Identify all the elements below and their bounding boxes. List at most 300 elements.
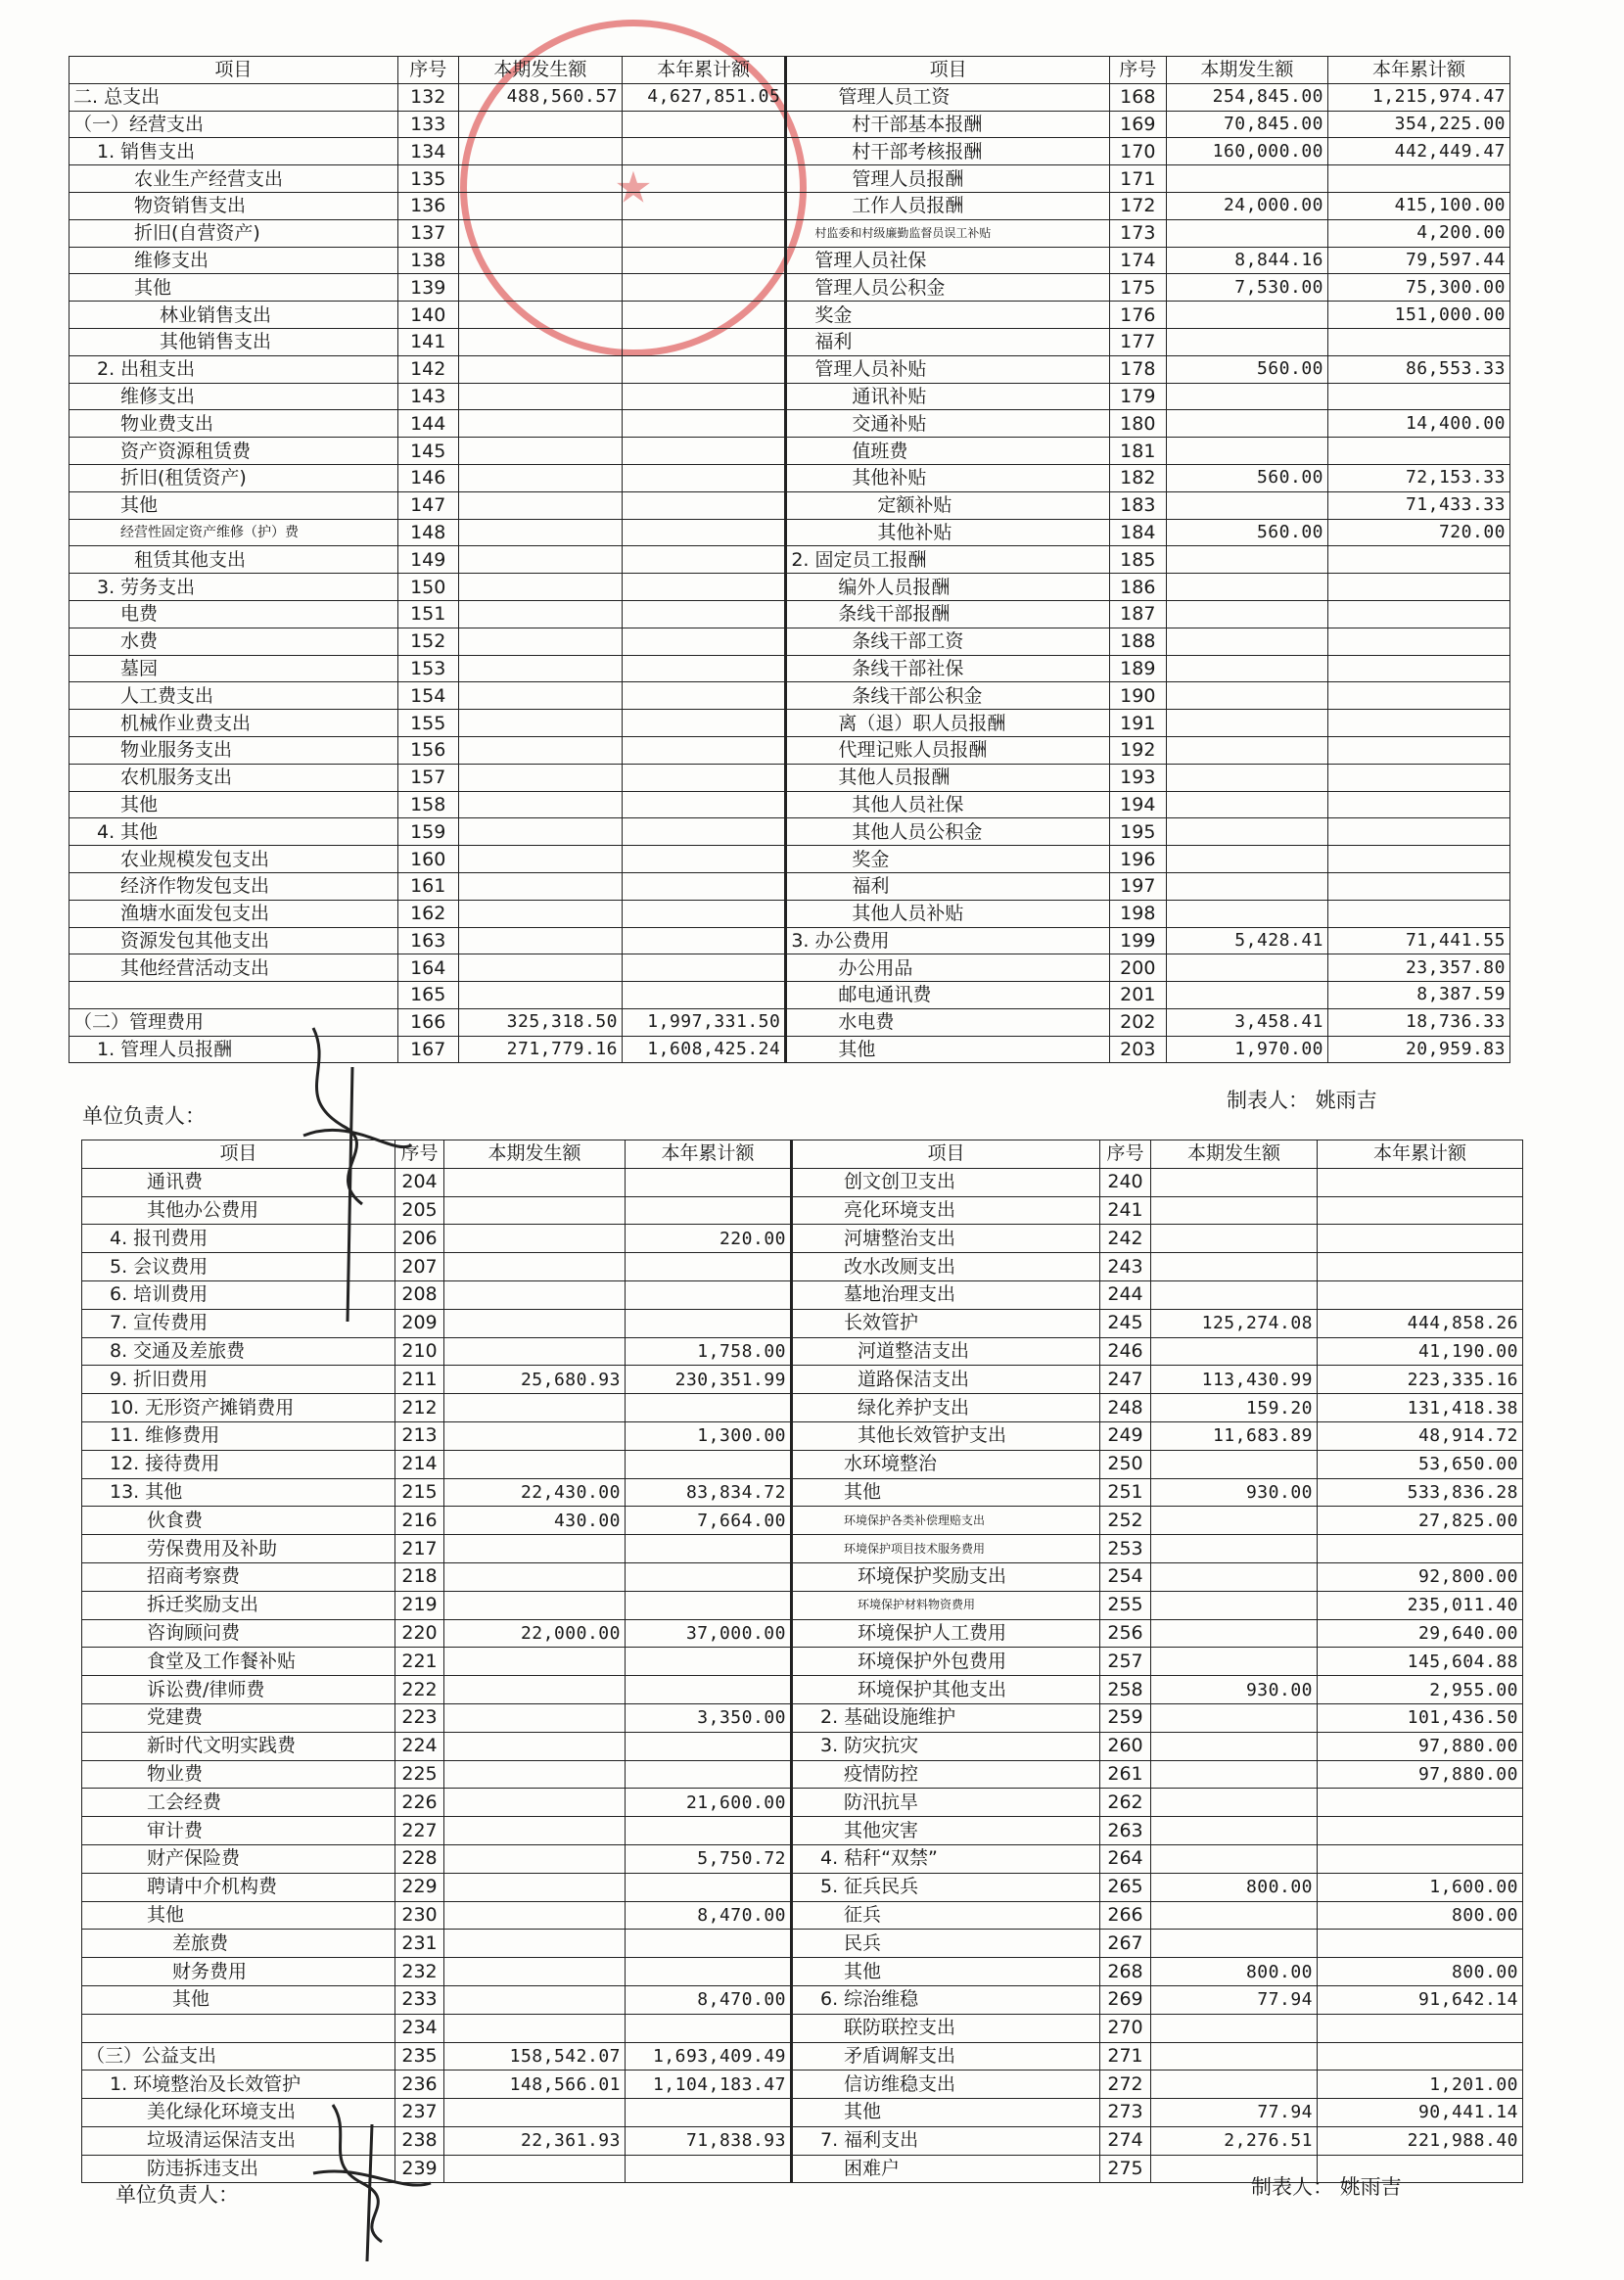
cell-name: 1. 销售支出 (70, 138, 398, 165)
table-row (70, 410, 1510, 438)
cell-seq: 142 (397, 355, 458, 383)
cell-seq: 185 (1109, 546, 1166, 574)
cell-name: 其他 (792, 1478, 1100, 1507)
cell-name: 其他经营活动支出 (70, 954, 398, 982)
table-row (82, 1732, 1523, 1760)
table-row (82, 1225, 1523, 1253)
cell-name: 5. 征兵民兵 (792, 1873, 1100, 1901)
cell-name: 环境保护奖励支出 (792, 1562, 1100, 1591)
cell-seq: 258 (1100, 1676, 1151, 1704)
cell-ytd: 223,335.16 (1318, 1366, 1523, 1394)
cell-ytd (626, 1958, 792, 1986)
cell-name: 福利 (786, 872, 1110, 900)
table-row (82, 1253, 1523, 1281)
cell-period (1151, 1844, 1318, 1873)
cell-period: 1,970.00 (1166, 1036, 1327, 1063)
cell-period (458, 111, 622, 138)
cell-period (458, 383, 622, 410)
cell-ytd (623, 682, 786, 710)
table-body (70, 83, 1510, 1063)
table-row (70, 302, 1510, 329)
cell-period (1151, 1817, 1318, 1845)
cell-name: 招商考察费 (82, 1562, 395, 1591)
cell-ytd: 79,597.44 (1328, 247, 1510, 274)
cell-period (1166, 383, 1327, 410)
table-row (70, 546, 1510, 574)
cell-name: 管理人员公积金 (786, 274, 1110, 302)
cell-name: 人工费支出 (70, 682, 398, 710)
cell-seq: 252 (1100, 1507, 1151, 1535)
cell-period (1166, 410, 1327, 438)
cell-name: 2. 基础设施维护 (792, 1703, 1100, 1732)
cell-seq: 239 (395, 2155, 444, 2183)
table-row (70, 736, 1510, 764)
cell-seq: 178 (1109, 355, 1166, 383)
preparer-signature (1227, 1085, 1377, 1114)
cell-seq: 266 (1100, 1901, 1151, 1930)
cell-name: 农业生产经营支出 (70, 165, 398, 193)
cell-seq: 200 (1109, 954, 1166, 982)
cell-seq: 247 (1100, 1366, 1151, 1394)
cell-period (444, 1873, 626, 1901)
cell-seq: 236 (395, 2071, 444, 2099)
cell-ytd (1328, 165, 1510, 193)
cell-seq: 268 (1100, 1958, 1151, 1986)
cell-name: 条线干部公积金 (786, 682, 1110, 710)
table-row (70, 1036, 1510, 1063)
cell-seq: 152 (397, 628, 458, 655)
cell-seq: 191 (1109, 710, 1166, 737)
table-row (82, 1421, 1523, 1450)
cell-seq: 181 (1109, 438, 1166, 465)
cell-ytd (623, 491, 786, 519)
table-row (82, 1619, 1523, 1648)
cell-period (444, 1648, 626, 1676)
cell-name: 防汛抗旱 (792, 1789, 1100, 1817)
cell-name: 联防联控支出 (792, 2014, 1100, 2042)
cell-seq: 197 (1109, 872, 1166, 900)
cell-name: 条线干部报酬 (786, 600, 1110, 628)
cell-name: 4. 报刊费用 (82, 1225, 395, 1253)
cell-seq: 149 (397, 546, 458, 574)
cell-name: 道路保洁支出 (792, 1366, 1100, 1394)
header-seq: 序号 (397, 57, 458, 84)
cell-seq: 136 (397, 192, 458, 219)
cell-ytd: 83,834.72 (626, 1478, 792, 1507)
cell-ytd: 53,650.00 (1318, 1450, 1523, 1478)
cell-name: 长效管护 (792, 1309, 1100, 1337)
cell-name: 邮电通讯费 (786, 982, 1110, 1009)
cell-name: 4. 秸秆“双禁” (792, 1844, 1100, 1873)
cell-period (458, 764, 622, 791)
cell-period (444, 1309, 626, 1337)
cell-seq: 162 (397, 900, 458, 927)
cell-ytd: 90,441.14 (1318, 2099, 1523, 2127)
cell-seq: 273 (1100, 2099, 1151, 2127)
cell-seq: 195 (1109, 818, 1166, 846)
cell-period (458, 818, 622, 846)
cell-period (458, 872, 622, 900)
cell-period (1166, 954, 1327, 982)
cell-period (458, 846, 622, 873)
cell-ytd (623, 546, 786, 574)
cell-period (1166, 491, 1327, 519)
cell-seq: 154 (397, 682, 458, 710)
cell-period: 77.94 (1151, 1985, 1318, 2014)
table-row (82, 1366, 1523, 1394)
cell-ytd (626, 1930, 792, 1958)
cell-period (1166, 682, 1327, 710)
cell-seq: 220 (395, 1619, 444, 1648)
table-row (70, 1008, 1510, 1036)
cell-seq: 237 (395, 2099, 444, 2127)
cell-ytd: 91,642.14 (1318, 1985, 1523, 2014)
cell-name: 条线干部社保 (786, 655, 1110, 682)
cell-ytd (623, 219, 786, 247)
cell-period (458, 328, 622, 355)
cell-seq: 196 (1109, 846, 1166, 873)
cell-ytd: 86,553.33 (1328, 355, 1510, 383)
cell-ytd (1328, 628, 1510, 655)
table-row (82, 2099, 1523, 2127)
cell-name: 代理记账人员报酬 (786, 736, 1110, 764)
cell-name: 其他人员社保 (786, 791, 1110, 818)
header-ytd: 本年累计额 (623, 57, 786, 84)
cell-seq: 206 (395, 1225, 444, 1253)
table-row (70, 982, 1510, 1009)
cell-period (458, 600, 622, 628)
table-row (70, 274, 1510, 302)
cell-period (1151, 1789, 1318, 1817)
cell-period: 3,458.41 (1166, 1008, 1327, 1036)
cell-period (458, 438, 622, 465)
cell-period: 930.00 (1151, 1478, 1318, 1507)
cell-seq: 223 (395, 1703, 444, 1732)
cell-period (1151, 2071, 1318, 2099)
cell-ytd: 442,449.47 (1328, 138, 1510, 165)
table-row (82, 1280, 1523, 1309)
cell-seq: 172 (1109, 192, 1166, 219)
cell-seq: 238 (395, 2126, 444, 2155)
table-row (82, 1309, 1523, 1337)
cell-name: 13. 其他 (82, 1478, 395, 1507)
cell-ytd (626, 1196, 792, 1225)
cell-seq: 166 (397, 1008, 458, 1036)
cell-name: 管理人员补贴 (786, 355, 1110, 383)
cell-period (1151, 1535, 1318, 1563)
cell-name: 二. 总支出 (70, 83, 398, 111)
cell-ytd: 3,350.00 (626, 1703, 792, 1732)
cell-period: 930.00 (1151, 1676, 1318, 1704)
cell-period (458, 519, 622, 546)
cell-period: 113,430.99 (1151, 1366, 1318, 1394)
cell-name: 离（退）职人员报酬 (786, 710, 1110, 737)
cell-name: 村干部基本报酬 (786, 111, 1110, 138)
cell-name: 7. 福利支出 (792, 2126, 1100, 2155)
table-row (82, 2042, 1523, 2071)
cell-ytd (1328, 383, 1510, 410)
cell-seq: 240 (1100, 1168, 1151, 1196)
cell-period (1166, 818, 1327, 846)
table-row (70, 846, 1510, 873)
cell-name: 编外人员报酬 (786, 574, 1110, 601)
table-row (70, 464, 1510, 491)
cell-period (444, 1421, 626, 1450)
cell-period (1151, 1703, 1318, 1732)
cell-seq: 255 (1100, 1591, 1151, 1619)
cell-name (82, 2014, 395, 2042)
cell-name: 管理人员报酬 (786, 165, 1110, 193)
table-row (70, 574, 1510, 601)
cell-ytd (623, 111, 786, 138)
cell-period (458, 247, 622, 274)
table-body (82, 1168, 1523, 2183)
cell-period (1151, 2042, 1318, 2071)
cell-seq: 235 (395, 2042, 444, 2071)
cell-period (1166, 600, 1327, 628)
cell-seq: 188 (1109, 628, 1166, 655)
cell-period (444, 1280, 626, 1309)
cell-ytd (1328, 655, 1510, 682)
cell-ytd (626, 1648, 792, 1676)
cell-name: 财产保险费 (82, 1844, 395, 1873)
cell-period (1151, 1562, 1318, 1591)
cell-ytd (1318, 1817, 1523, 1845)
cell-seq: 193 (1109, 764, 1166, 791)
cell-ytd: 800.00 (1318, 1901, 1523, 1930)
table-row (70, 682, 1510, 710)
cell-ytd (1328, 846, 1510, 873)
cell-period: 77.94 (1151, 2099, 1318, 2127)
cell-seq: 217 (395, 1535, 444, 1563)
cell-seq: 138 (397, 247, 458, 274)
cell-name: 伙食费 (82, 1507, 395, 1535)
cell-seq: 267 (1100, 1930, 1151, 1958)
cell-period (1166, 219, 1327, 247)
header-seq: 序号 (395, 1140, 444, 1169)
cell-ytd: 1,201.00 (1318, 2071, 1523, 2099)
cell-name: 维修支出 (70, 247, 398, 274)
cell-period: 800.00 (1151, 1873, 1318, 1901)
cell-ytd: 71,433.33 (1328, 491, 1510, 519)
table-row (70, 600, 1510, 628)
cell-seq: 263 (1100, 1817, 1151, 1845)
cell-period: 159.20 (1151, 1394, 1318, 1422)
cell-seq: 259 (1100, 1703, 1151, 1732)
cell-period (444, 1901, 626, 1930)
cell-seq: 139 (397, 274, 458, 302)
cell-period: 488,560.57 (458, 83, 622, 111)
cell-seq: 241 (1100, 1196, 1151, 1225)
cell-period (444, 1732, 626, 1760)
cell-period: 25,680.93 (444, 1366, 626, 1394)
cell-seq: 146 (397, 464, 458, 491)
cell-name: 美化绿化环境支出 (82, 2099, 395, 2127)
cell-name: 环境保护各类补偿理赔支出 (792, 1507, 1100, 1535)
cell-name: 农机服务支出 (70, 764, 398, 791)
cell-seq: 212 (395, 1394, 444, 1422)
cell-ytd: 71,838.93 (626, 2126, 792, 2155)
cell-ytd (626, 1873, 792, 1901)
preparer-name: 姚雨吉 (1339, 2175, 1402, 2199)
cell-name: 环境保护外包费用 (792, 1648, 1100, 1676)
cell-seq: 198 (1109, 900, 1166, 927)
cell-period (458, 165, 622, 193)
cell-period: 560.00 (1166, 519, 1327, 546)
cell-name: 其他办公费用 (82, 1196, 395, 1225)
table-row (70, 219, 1510, 247)
cell-period (458, 954, 622, 982)
cell-name: 1. 环境整治及长效管护 (82, 2071, 395, 2099)
cell-ytd (623, 736, 786, 764)
cell-ytd: 23,357.80 (1328, 954, 1510, 982)
cell-period (444, 2014, 626, 2042)
cell-period (444, 1394, 626, 1422)
cell-period (458, 927, 622, 954)
cell-ytd: 8,387.59 (1328, 982, 1510, 1009)
cell-name: 3. 办公费用 (786, 927, 1110, 954)
cell-ytd (623, 900, 786, 927)
cell-name: 物业费支出 (70, 410, 398, 438)
cell-period: 560.00 (1166, 355, 1327, 383)
table-row (70, 328, 1510, 355)
cell-period: 800.00 (1151, 1958, 1318, 1986)
cell-period (458, 900, 622, 927)
header-item: 项目 (82, 1140, 395, 1169)
cell-period (458, 791, 622, 818)
cell-period (444, 1168, 626, 1196)
cell-period (1151, 1507, 1318, 1535)
table-row (82, 1873, 1523, 1901)
cell-name: 电费 (70, 600, 398, 628)
cell-ytd (1318, 2014, 1523, 2042)
cell-name: 其他 (70, 274, 398, 302)
cell-name: 征兵 (792, 1901, 1100, 1930)
cell-name: 环境保护人工费用 (792, 1619, 1100, 1648)
cell-period (1151, 1337, 1318, 1366)
cell-seq: 204 (395, 1168, 444, 1196)
cell-period (1151, 1450, 1318, 1478)
cell-period (458, 982, 622, 1009)
cell-period (444, 1591, 626, 1619)
cell-period (1166, 328, 1327, 355)
cell-ytd (1328, 574, 1510, 601)
cell-name: 经济作物发包支出 (70, 872, 398, 900)
cell-seq: 221 (395, 1648, 444, 1676)
cell-seq: 261 (1100, 1760, 1151, 1789)
cell-ytd: 27,825.00 (1318, 1507, 1523, 1535)
cell-period (1166, 982, 1327, 1009)
cell-seq: 160 (397, 846, 458, 873)
cell-ytd (623, 328, 786, 355)
cell-period (458, 138, 622, 165)
cell-seq: 211 (395, 1366, 444, 1394)
cell-period (444, 1676, 626, 1704)
cell-seq: 134 (397, 138, 458, 165)
cell-ytd: 221,988.40 (1318, 2126, 1523, 2155)
cell-seq: 201 (1109, 982, 1166, 1009)
cell-period (458, 655, 622, 682)
cell-period (458, 219, 622, 247)
cell-period: 325,318.50 (458, 1008, 622, 1036)
cell-seq: 157 (397, 764, 458, 791)
cell-name: 其他人员报酬 (786, 764, 1110, 791)
cell-name: （二）管理费用 (70, 1008, 398, 1036)
cell-name: 其他 (792, 2099, 1100, 2127)
cell-seq: 224 (395, 1732, 444, 1760)
cell-ytd (1318, 1196, 1523, 1225)
cell-ytd: 71,441.55 (1328, 927, 1510, 954)
cell-ytd: 101,436.50 (1318, 1703, 1523, 1732)
cell-seq: 260 (1100, 1732, 1151, 1760)
header-period: 本期发生额 (1166, 57, 1327, 84)
cell-name: 管理人员社保 (786, 247, 1110, 274)
expense-table-1 (69, 56, 1510, 1063)
cell-ytd: 14,400.00 (1328, 410, 1510, 438)
cell-name: 6. 培训费用 (82, 1280, 395, 1309)
cell-name: 环境保护项目技术服务费用 (792, 1535, 1100, 1563)
cell-seq: 165 (397, 982, 458, 1009)
cell-ytd: 720.00 (1328, 519, 1510, 546)
cell-name: 其他 (70, 491, 398, 519)
preparer-name: 姚雨吉 (1315, 1089, 1377, 1112)
cell-name: 河塘整治支出 (792, 1225, 1100, 1253)
cell-ytd (623, 464, 786, 491)
cell-seq: 167 (397, 1036, 458, 1063)
cell-name: 困难户 (792, 2155, 1100, 2183)
cell-ytd: 97,880.00 (1318, 1760, 1523, 1789)
cell-name: 环境保护材料物资费用 (792, 1591, 1100, 1619)
cell-ytd (1318, 1225, 1523, 1253)
cell-seq: 186 (1109, 574, 1166, 601)
cell-period (1166, 846, 1327, 873)
cell-ytd (626, 1253, 792, 1281)
cell-period: 430.00 (444, 1507, 626, 1535)
cell-period (1151, 1225, 1318, 1253)
preparer-label: 制表人： (1251, 2175, 1333, 2199)
table-row (70, 791, 1510, 818)
cell-name: 差旅费 (82, 1930, 395, 1958)
cell-ytd: 18,736.33 (1328, 1008, 1510, 1036)
cell-ytd (1328, 328, 1510, 355)
table-row (70, 491, 1510, 519)
table-row (82, 1760, 1523, 1789)
cell-name: 经营性固定资产维修（护）费 (70, 519, 398, 546)
cell-period (1151, 1930, 1318, 1958)
cell-ytd (623, 519, 786, 546)
table-row (82, 2014, 1523, 2042)
table-row (82, 1535, 1523, 1563)
cell-name: 其他 (70, 791, 398, 818)
cell-seq: 199 (1109, 927, 1166, 954)
cell-period (444, 1958, 626, 1986)
cell-name: 工会经费 (82, 1789, 395, 1817)
table-row (70, 710, 1510, 737)
cell-ytd (623, 274, 786, 302)
cell-seq: 174 (1109, 247, 1166, 274)
cell-seq: 183 (1109, 491, 1166, 519)
cell-name: 水电费 (786, 1008, 1110, 1036)
cell-seq: 155 (397, 710, 458, 737)
cell-name: 资源发包其他支出 (70, 927, 398, 954)
cell-period (444, 1985, 626, 2014)
table-row (70, 355, 1510, 383)
cell-period (444, 1253, 626, 1281)
cell-seq: 215 (395, 1478, 444, 1507)
cell-ytd (623, 655, 786, 682)
cell-name: 村监委和村级廉勤监督员误工补贴 (786, 219, 1110, 247)
cell-name: 管理人员工资 (786, 83, 1110, 111)
